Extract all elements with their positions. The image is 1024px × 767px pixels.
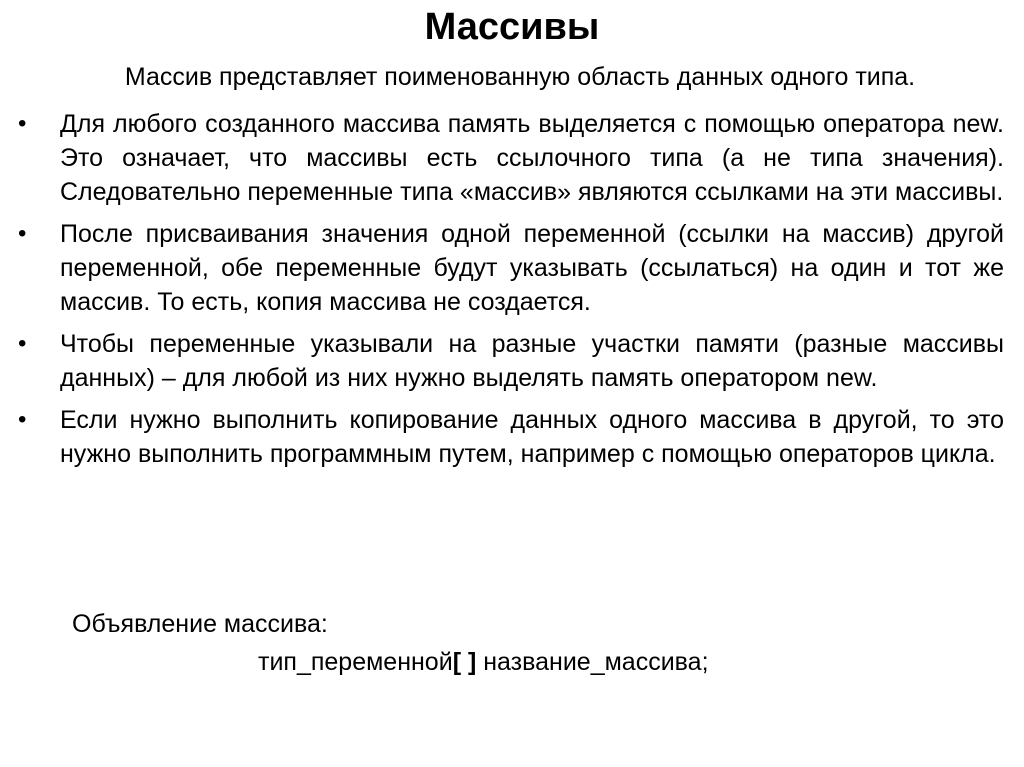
bullet-item <box>18 403 1004 471</box>
bullet-item <box>18 217 1004 319</box>
bullet-marker: • <box>18 406 27 433</box>
intro-text: Массив представляет поименованную область данных одного типа. <box>124 63 916 91</box>
declaration-type: тип_переменной <box>258 648 453 676</box>
declaration-brackets: [ ] <box>452 648 477 676</box>
bullet-text: Если нужно выполнить копирование данных одного массива в другой, то это нужно выполнить программным путем, например с помощью операторов цикла. <box>60 406 1004 468</box>
declaration-label: Объявление массива: <box>72 610 328 638</box>
bullet-text: Чтобы переменные указывали на разные участки памяти (разные массивы данных) – для любой из них нужно выделять память оператором new. <box>60 330 1004 392</box>
bullet-marker: • <box>18 330 27 357</box>
bullet-marker: • <box>18 220 27 247</box>
declaration-syntax <box>258 646 709 678</box>
bullet-item <box>18 327 1004 395</box>
declaration-name: название_массива; <box>476 648 709 676</box>
bullet-text: Для любого созданного массива память выделяется с помощью оператора new. Это означает, что массивы есть ссылочного типа (а не типа значения). Следовательно переменные типа «массив» являются ссылками на эти массивы. <box>60 110 1004 206</box>
slide-title: Массивы <box>424 6 600 48</box>
bullet-list <box>18 107 1004 479</box>
bullet-text: После присваивания значения одной переменной (ссылки на массив) другой переменной, обе переменные будут указывать (ссылаться) на один и тот же массив. То есть, копия массива не создается. <box>60 220 1004 316</box>
bullet-item <box>18 107 1004 209</box>
bullet-marker: • <box>18 110 27 137</box>
